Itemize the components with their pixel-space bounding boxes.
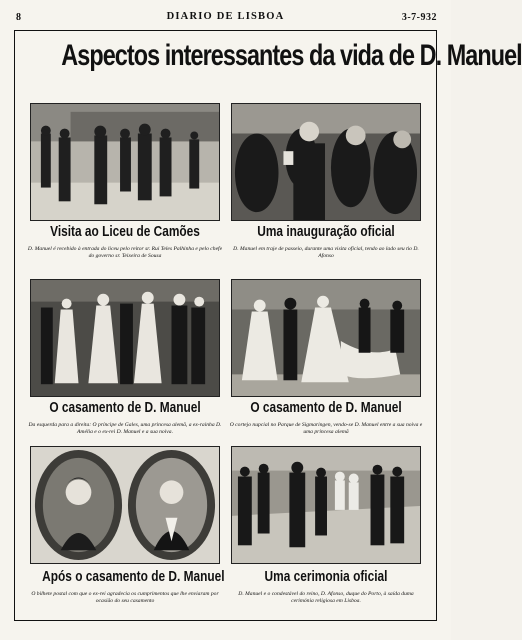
photo-5-title: Após o casamento de D. Manuel xyxy=(42,569,225,585)
photo-6-title: Uma cerimonia oficial xyxy=(264,569,388,585)
photo-3 xyxy=(30,279,220,397)
photo-4-title: O casamento de D. Manuel xyxy=(250,400,402,416)
photo-2-caption: D. Manuel em traje de passeio, durante uma visita oficial, tendo ao lado seu tio D. Afonso xyxy=(233,246,419,259)
photo-5 xyxy=(30,446,220,564)
photo-1-caption: D. Manuel é recebido à entrada do liceu pelo reitor sr. Rui Teles Palhinha e pelo chefe do governo sr. Teixeira de Sousa xyxy=(27,246,223,259)
newspaper-name: DIARIO DE LISBOA xyxy=(166,11,285,22)
headline: Aspectos interessantes da vida de D. Manuel xyxy=(61,39,522,72)
photo-1-title: Visita ao Liceu de Camões xyxy=(50,224,200,240)
photo-4 xyxy=(231,279,421,397)
photo-2 xyxy=(231,103,421,221)
photo-4-caption: O cortejo nupcial no Parque de Sigmaringen, vendo-se D. Manuel entre a sua noiva e uma princesa alemã xyxy=(229,422,423,435)
photo-5-caption: O bilhete postal com que o ex-rei agradecia os cumprimentos que lhe enviaram por ocasião do seu casamento xyxy=(31,591,219,604)
article-frame xyxy=(14,30,522,621)
photo-3-title: O casamento de D. Manuel xyxy=(49,400,201,416)
page-header xyxy=(14,10,437,26)
photo-6 xyxy=(231,446,421,564)
photo-2-title: Uma inauguração oficial xyxy=(257,224,395,240)
photo-3-caption: Da esquerda para a direita: O príncipe de Gales, uma princesa alemã, a ex-rainha D. Amélia e o ex-rei D. Manuel e a sua noiva. xyxy=(28,422,222,435)
page-number: 8 xyxy=(16,12,21,23)
issue-date: 3-7-932 xyxy=(401,12,437,23)
photo-1 xyxy=(30,103,220,221)
photo-6-caption: D. Manuel e o condestável do reino, D. Afonso, duque do Porto, à saída duma cerimónia religiosa em Lisboa. xyxy=(238,591,414,604)
